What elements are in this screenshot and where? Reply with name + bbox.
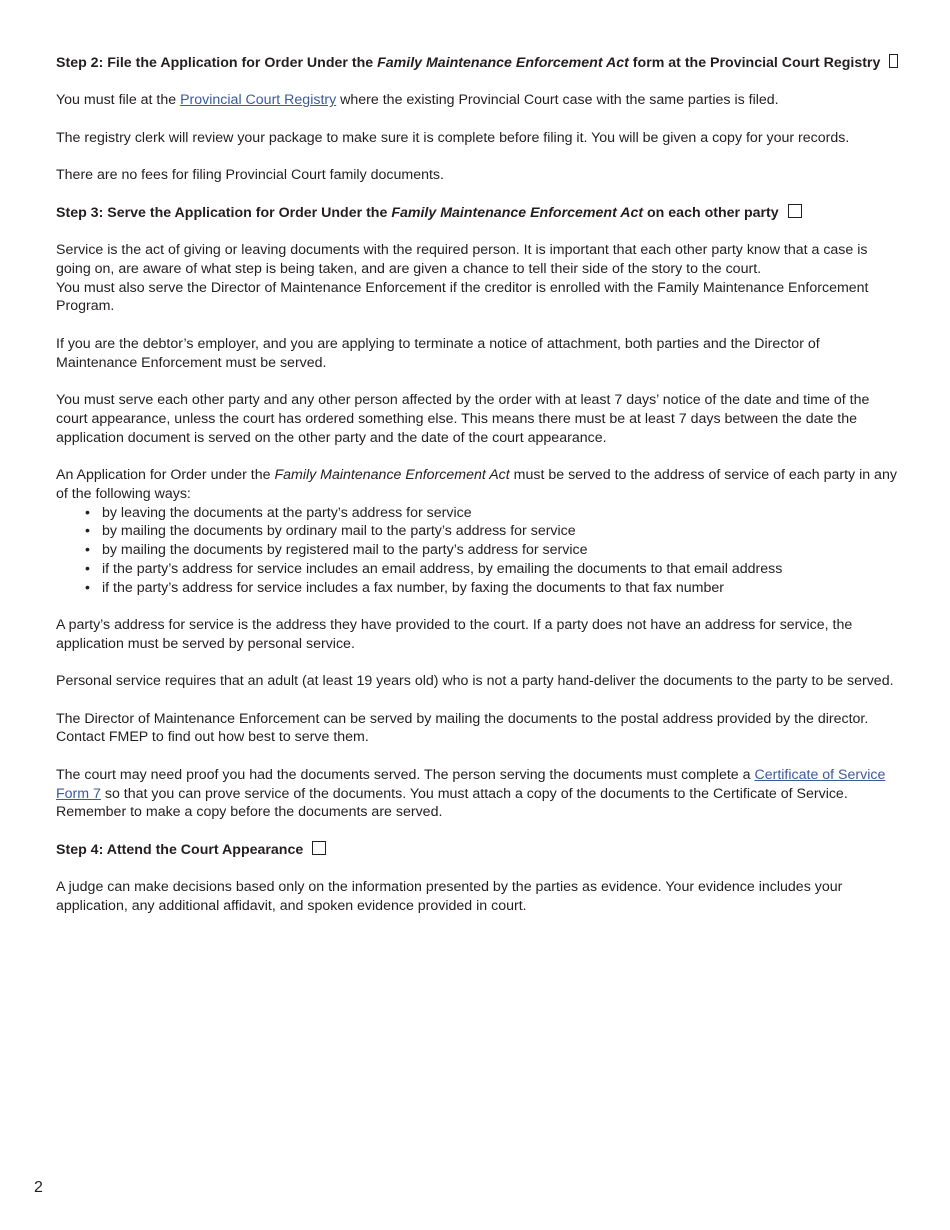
step-3-paragraph-7: The Director of Maintenance Enforcement can be served by mailing the documents to the postal address provided by the director. Contact FMEP to find out how best to serve them. [56,710,869,746]
step-3-paragraph-4-act: Family Maintenance Enforcement Act [274,466,510,483]
step-3-checkbox[interactable] [788,204,802,218]
step-3-paragraph-3: You must serve each other party and any other person affected by the order with at least 7 days’ notice of the date and time of the court appearance, unless the court has ordered something else. This means there must be at least 7 days between the date the application document is served on the other party and the date of the court appearance. [56,391,870,446]
list-item: • by leaving the documents at the party’s address for service [56,504,898,523]
step-3-act-title: Family Maintenance Enforcement Act [391,204,644,221]
step-3-paragraph-2: If you are the debtor’s employer, and you are applying to terminate a notice of attachment, both parties and the Director of Maintenance Enforcement must be served. [56,335,820,371]
list-item: • by mailing the documents by registered mail to the party’s address for service [56,541,898,560]
step-2-paragraph-1: You must file at the Provincial Court Registry where the existing Provincial Court case with the same parties is filed. [56,92,779,109]
step-3-paragraph-4: An Application for Order under the Family Maintenance Enforcement Act must be served to the address of service of each party in any of the following ways: [56,466,897,502]
step-4-paragraph-1: A judge can make decisions based only on the information presented by the parties as evidence. Your evidence includes your application, any additional affidavit, and spoken evidence provided in court. [56,879,843,915]
step-4-heading-text: Step 4: Attend the Court Appearance [56,841,304,858]
step-2-paragraph-3: There are no fees for filing Provincial Court family documents. [56,167,444,184]
step-4-heading [56,841,898,860]
list-item: • if the party’s address for service includes an email address, by emailing the documents to that email address [56,560,898,579]
step-3-heading-text: Step 3: Serve the Application for Order Under the Family Maintenance Enforcement Act on each other party [56,204,779,221]
provincial-court-registry-link[interactable]: Provincial Court Registry [180,92,337,109]
page-number: 2 [34,1179,43,1196]
step-3-heading [56,204,898,223]
step-3-paragraph-1b: You must also serve the Director of Maintenance Enforcement if the creditor is enrolled with the Family Maintenance Enforcement Program. [56,279,869,315]
step-2-heading [56,54,898,73]
step-2-checkbox[interactable] [889,54,898,68]
step-4-checkbox[interactable] [312,841,326,855]
step-3-paragraph-1a: Service is the act of giving or leaving documents with the required person. It is important that each other party know that a case is going on, are aware of what step is being taken, and are given a chance to tell their side of the story to the court. [56,241,868,277]
list-item: • by mailing the documents by ordinary mail to the party’s address for service [56,522,898,541]
service-methods-list [56,504,898,598]
step-3-paragraph-5: A party’s address for service is the address they have provided to the court. If a party does not have an address for service, the application must be served by personal service. [56,617,853,652]
document-body [56,54,898,934]
step-2-paragraph-2: The registry clerk will review your package to make sure it is complete before filing it. You will be given a copy for your records. [56,129,850,146]
step-3-paragraph-8: The court may need proof you had the documents served. The person serving the documents must complete a Certificate of Service Form 7 so that you can prove service of the documents. You must attach a copy of the documents to the Certificate of Service. Remember to make a copy before the documents are served. [56,766,886,821]
certificate-of-service-form-7-link[interactable]: Certificate of Service Form 7 [56,766,886,802]
list-item: • if the party’s address for service includes a fax number, by faxing the documents to that fax number [56,579,898,598]
step-2-act-title: Family Maintenance Enforcement Act [377,55,629,71]
step-2-heading-text: Step 2: File the Application for Order Under the Family Maintenance Enforcement Act form at the Provincial Court Registry [56,55,881,71]
step-3-paragraph-6: Personal service requires that an adult (at least 19 years old) who is not a party hand-deliver the documents to the party to be served. [56,673,894,690]
